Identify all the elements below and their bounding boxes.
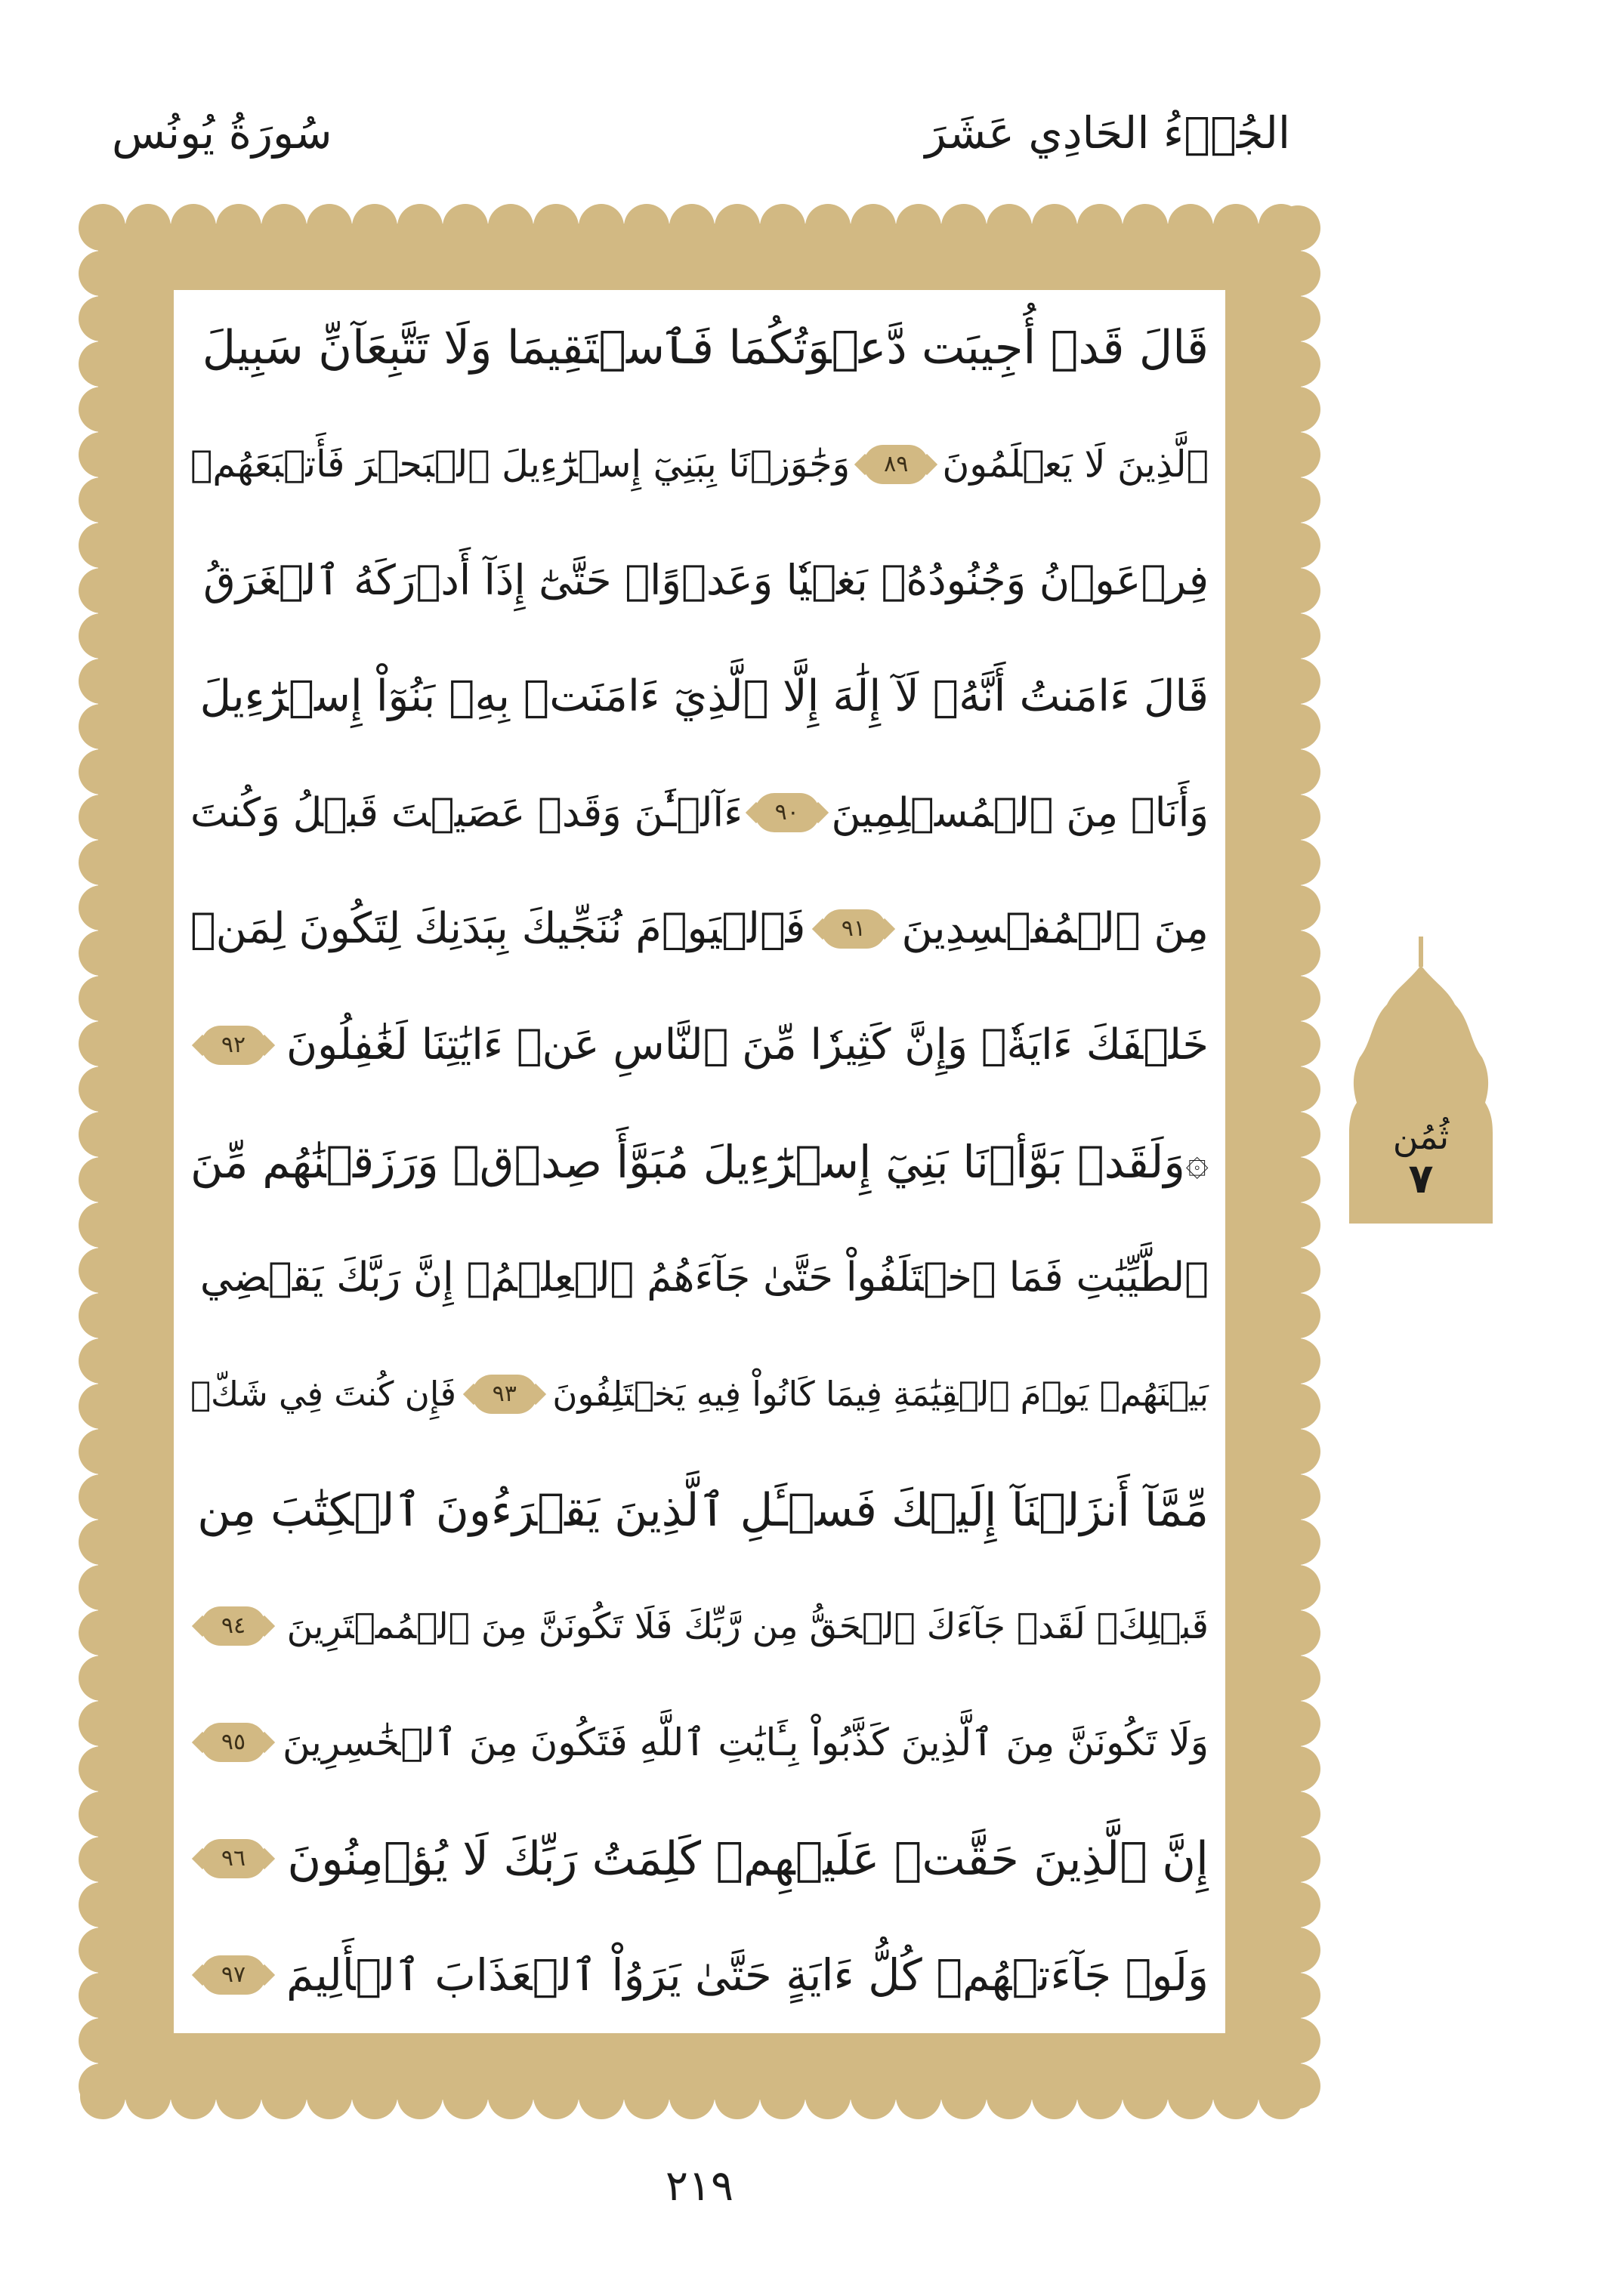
ayah-number-marker (201, 1723, 266, 1762)
text-line (190, 1692, 1209, 1793)
text-line (190, 647, 1209, 748)
verse-text: فَإِن كُنتَ فِي شَكّٖ (190, 1374, 457, 1415)
ayah-number: ٩٤ (221, 1612, 246, 1640)
verse-text: فِرۡعَوۡنُ وَجُنُودُهُۥ بَغۡيٗا وَعَدۡوًاۖ حَتَّىٰٓ إِذَآ أَدۡرَكَهُ ٱلۡغَرَقُ (203, 556, 1209, 605)
ayah-number-marker (755, 793, 820, 832)
text-line (190, 1808, 1209, 1909)
verse-text: وَلَا تَكُونَنَّ مِنَ ٱلَّذِينَ كَذَّبُواْ بِـَٔايَٰتِ ٱللَّهِ فَتَكُونَ مِنَ ٱلۡخَٰسِرِينَ (282, 1720, 1209, 1765)
verse-text: ٱلطَّيِّبَٰتِ فَمَا ٱخۡتَلَفُواْ حَتَّىٰ جَآءَهُمُ ٱلۡعِلۡمُۚ إِنَّ رَبَّكَ يَقۡضِي (199, 1254, 1209, 1301)
verse-text: وَأَنَا۠ مِنَ ٱلۡمُسۡلِمِينَ (831, 789, 1209, 836)
ayah-number-marker (821, 909, 886, 949)
rub-el-hizb-icon: ۞ (1185, 1139, 1209, 1184)
ayah-number: ٩٥ (221, 1729, 246, 1756)
verse-text: خَلۡفَكَ ءَايَةٗۚ وَإِنَّ كَثِيرٗا مِّنَ ٱلنَّاسِ عَنۡ ءَايَٰتِنَا لَغَٰفِلُونَ (286, 1020, 1209, 1070)
ayah-number: ٩٣ (492, 1380, 517, 1407)
surah-title: سُورَةُ يُونُس (112, 107, 332, 159)
text-line (190, 414, 1209, 515)
verse-text: مِنَ ٱلۡمُفۡسِدِينَ (901, 904, 1209, 954)
text-line (190, 1575, 1209, 1677)
verse-text: وَلَقَدۡ بَوَّأۡنَا بَنِيٓ إِسۡرَٰٓءِيلَ مُبَوَّأَ صِدۡقٖ وَرَزَقۡنَٰهُم مِّنَ (190, 1135, 1185, 1188)
text-line (190, 1344, 1209, 1445)
ayah-number-marker (863, 445, 928, 484)
thumun-label (1349, 1118, 1493, 1201)
verse-text: فَٱلۡيَوۡمَ نُنَجِّيكَ بِبَدَنِكَ لِتَكُونَ لِمَنۡ (190, 904, 806, 954)
thumun-number: ٧ (1408, 1154, 1434, 1202)
page-number: ٢١٩ (665, 2162, 734, 2211)
verse-text: مِّمَّآ أَنزَلۡنَآ إِلَيۡكَ فَسۡـَٔلِ ٱلَّذِينَ يَقۡرَءُونَ ٱلۡكِتَٰبَ مِن (197, 1483, 1209, 1537)
thumun-marker (1349, 937, 1493, 1224)
ayah-number: ٩٧ (221, 1961, 246, 1989)
verse-text: قَالَ ءَامَنتُ أَنَّهُۥ لَآ إِلَٰهَ إِلَّا ٱلَّذِيٓ ءَامَنَتۡ بِهِۦ بَنُوٓاْ إِسۡرَٰٓءِيلَ (199, 671, 1209, 722)
text-line (190, 1460, 1209, 1561)
ayah-number: ٩٦ (221, 1845, 246, 1872)
text-line (190, 1924, 1209, 2026)
ayah-number: ٩٠ (774, 799, 799, 826)
verse-text: إِنَّ ٱلَّذِينَ حَقَّتۡ عَلَيۡهِمۡ كَلِمَتُ رَبِّكَ لَا يُؤۡمِنُونَ (287, 1832, 1209, 1886)
verse-text: وَلَوۡ جَآءَتۡهُمۡ كُلُّ ءَايَةٍ حَتَّىٰ يَرَوُاْ ٱلۡعَذَابَ ٱلۡأَلِيمَ (286, 1949, 1209, 2001)
text-line (190, 1227, 1209, 1329)
text-line (190, 530, 1209, 631)
ayah-number: ٨٩ (884, 450, 909, 477)
text-line (190, 762, 1209, 863)
text-line (190, 995, 1209, 1096)
quran-text-panel (174, 290, 1225, 2033)
ayah-number-marker (472, 1375, 537, 1414)
verse-text: قَبۡلِكَۚ لَقَدۡ جَآءَكَ ٱلۡحَقُّ مِن رَّبِّكَ فَلَا تَكُونَنَّ مِنَ ٱلۡمُمۡتَرِينَ (286, 1605, 1209, 1647)
ayah-number-marker (201, 1606, 266, 1646)
verse-text: قَالَ قَدۡ أُجِيبَت دَّعۡوَتُكُمَا فَٱسۡتَقِيمَا وَلَا تَتَّبِعَآنِّ سَبِيلَ (202, 321, 1209, 375)
ayah-number-marker (201, 1839, 266, 1878)
juz-title: الجُزۡءُ الحَادِي عَشَرَ (925, 107, 1290, 159)
verse-text: وَجَٰوَزۡنَا بِبَنِيٓ إِسۡرَٰٓءِيلَ ٱلۡبَحۡرَ فَأَتۡبَعَهُمۡ (190, 443, 851, 486)
verse-text: ءَآلۡـَٰٔنَ وَقَدۡ عَصَيۡتَ قَبۡلُ وَكُنتَ (190, 789, 743, 836)
ayah-number-marker (201, 1026, 266, 1065)
ayah-number-marker (201, 1955, 266, 1995)
text-line (190, 878, 1209, 980)
text-line (190, 298, 1209, 399)
ayah-number: ٩١ (841, 915, 866, 943)
verse-text: ٱلَّذِينَ لَا يَعۡلَمُونَ (942, 443, 1209, 486)
thumun-word: ثُمُن (1392, 1116, 1450, 1157)
page-frame (77, 202, 1322, 2121)
text-line (190, 1111, 1209, 1212)
verse-text: بَيۡنَهُمۡ يَوۡمَ ٱلۡقِيَٰمَةِ فِيمَا كَانُواْ فِيهِ يَخۡتَلِفُونَ (552, 1374, 1209, 1415)
ayah-number: ٩٢ (221, 1032, 246, 1059)
